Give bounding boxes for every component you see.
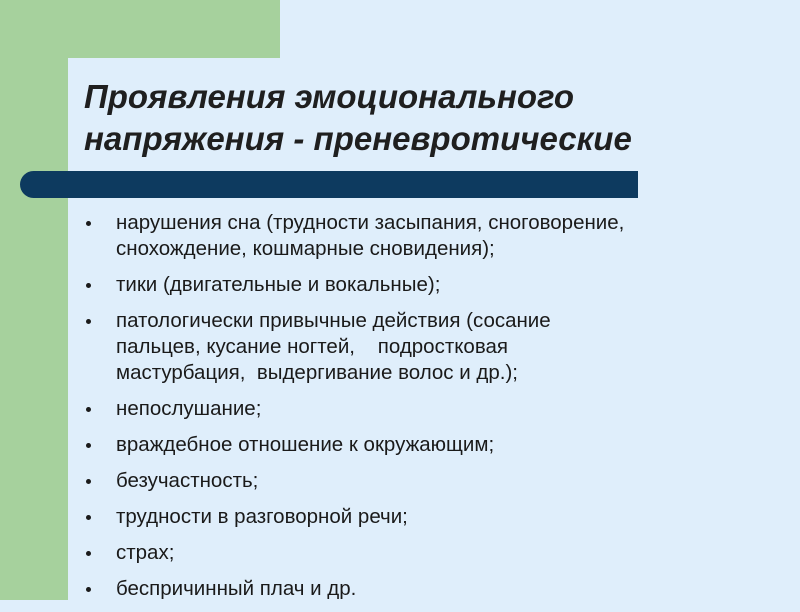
title-divider-bar: [20, 171, 638, 198]
bullet-text-line: нарушения сна (трудности засыпания, сноговорение,: [116, 211, 625, 234]
bullet-list: [84, 210, 784, 612]
bullet-dot-icon: [86, 479, 91, 484]
bullet-item: [84, 468, 784, 494]
bullet-text-line: мастурбация, выдергивание волос и др.);: [116, 361, 518, 384]
slide-title-line: Проявления эмоционального: [84, 78, 574, 115]
slide-title-line: напряжения - преневротические: [84, 120, 632, 157]
bullet-text-line: патологически привычные действия (сосание: [116, 309, 551, 332]
slide-title: [84, 76, 784, 160]
bullet-item: [84, 432, 784, 458]
bullet-dot-icon: [86, 443, 91, 448]
bullet-dot-icon: [86, 515, 91, 520]
bullet-dot-icon: [86, 407, 91, 412]
bullet-dot-icon: [86, 319, 91, 324]
bullet-text-line: непослушание;: [116, 397, 262, 420]
bullet-item: [84, 210, 784, 262]
bullet-text-line: пальцев, кусание ногтей, подростковая: [116, 335, 508, 358]
bullet-dot-icon: [86, 587, 91, 592]
bullet-item: [84, 272, 784, 298]
bullet-item: [84, 308, 784, 386]
bullet-item: [84, 504, 784, 530]
green-left-strip: [0, 168, 68, 600]
bullet-text-line: враждебное отношение к окружающим;: [116, 433, 495, 456]
bullet-text-line: беспричинный плач и др.: [116, 577, 357, 600]
bullet-dot-icon: [86, 551, 91, 556]
bullet-text-line: тики (двигательные и вокальные);: [116, 273, 441, 296]
bullet-text-line: страх;: [116, 541, 175, 564]
bullet-item: [84, 576, 784, 602]
bullet-text-line: безучастность;: [116, 469, 259, 492]
bullet-dot-icon: [86, 221, 91, 226]
bullet-item: [84, 540, 784, 566]
bullet-item: [84, 396, 784, 422]
bullet-dot-icon: [86, 283, 91, 288]
bullet-text-line: снохождение, кошмарные сновидения);: [116, 237, 495, 260]
bullet-text-line: трудности в разговорной речи;: [116, 505, 408, 528]
